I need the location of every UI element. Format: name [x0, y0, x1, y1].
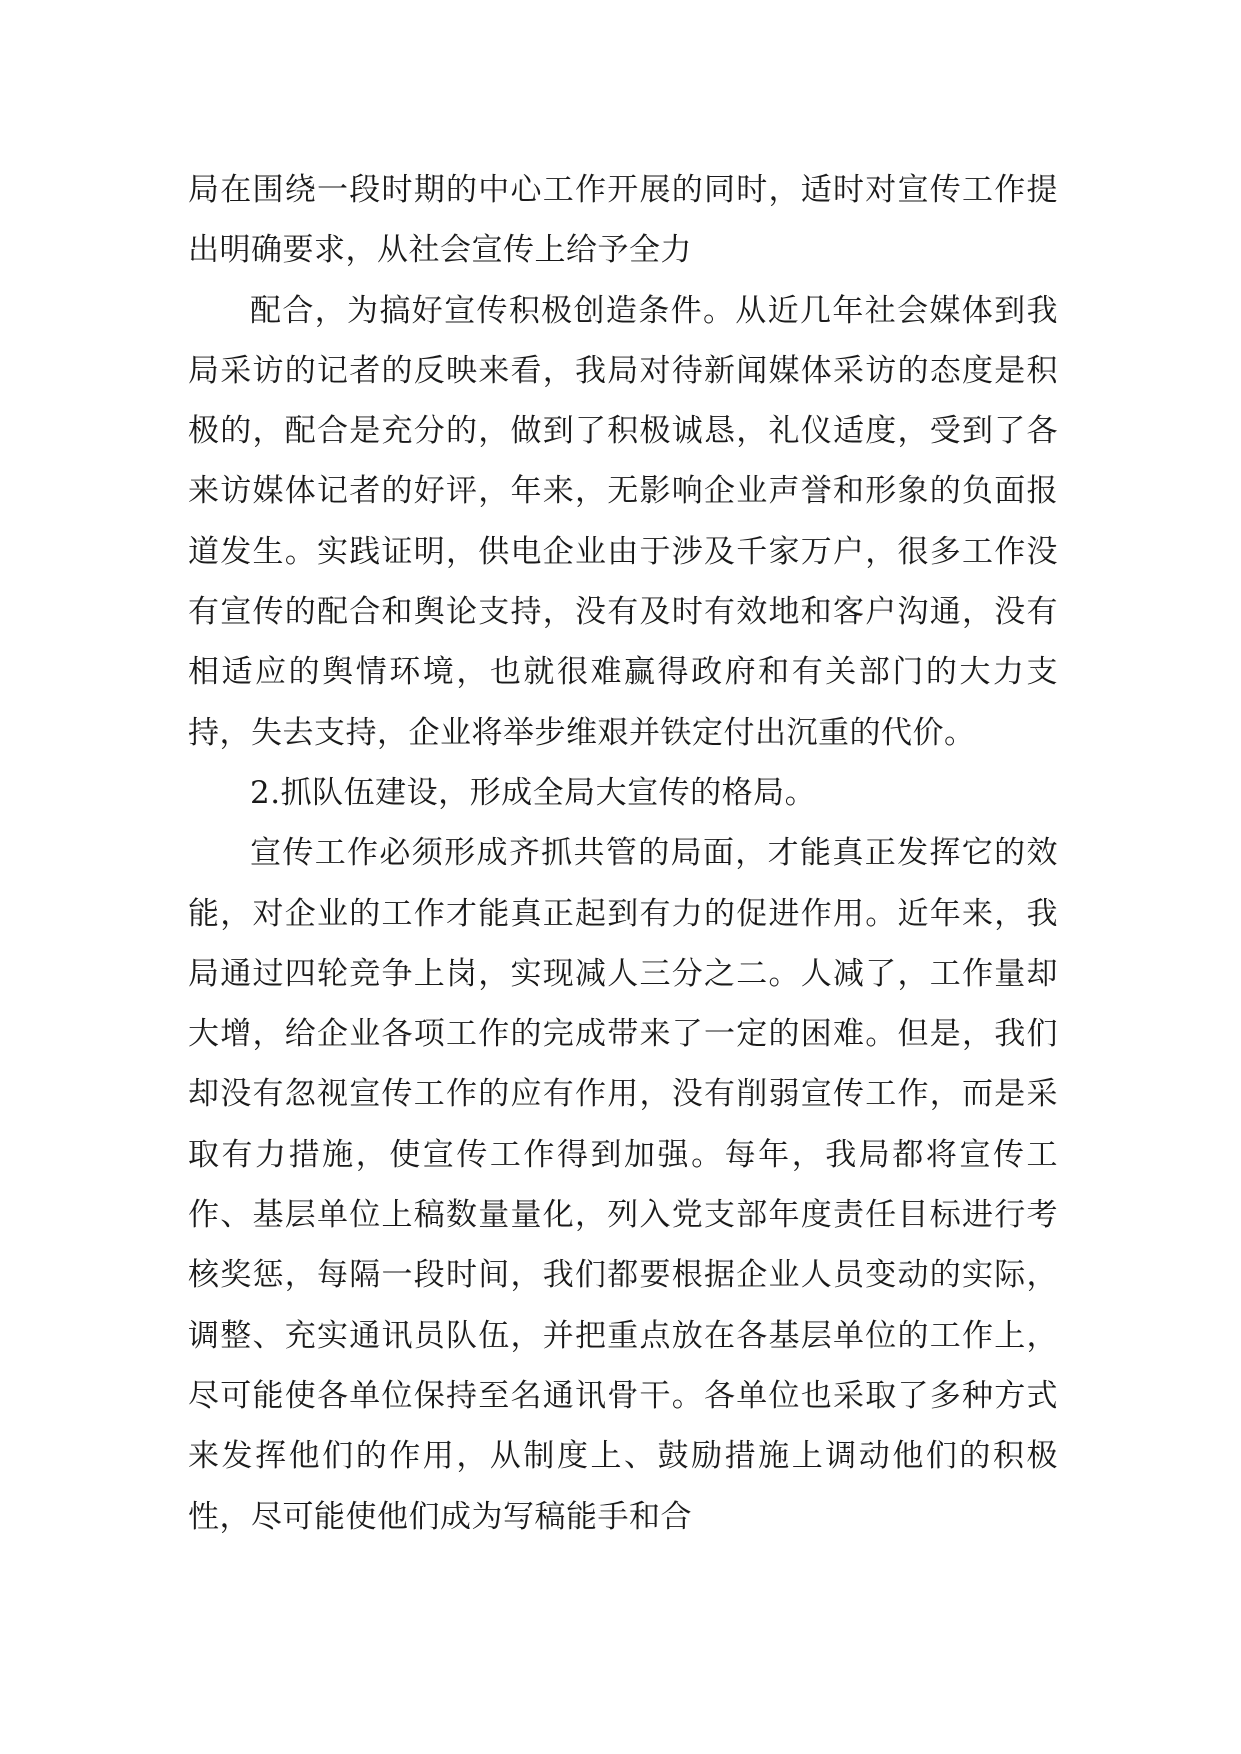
- paragraph: 配合，为搞好宣传积极创造条件。从近几年社会媒体到我局采访的记者的反映来看，我局对待新闻媒体采访的态度是积极的，配合是充分的，做到了积极诚恳，礼仪适度，受到了各来访媒体记者的好评，年来，无影响企业声誉和形象的负面报道发生。实践证明，供电企业由于涉及千家万户，很多工作没有宣传的配合和舆论支持，没有及时有效地和客户沟通，没有相适应的舆情环境，也就很难赢得政府和有关部门的大力支持，失去支持，企业将举步维艰并铁定付出沉重的代价。: [188, 292, 1058, 751]
- paragraph: 宣传工作必须形成齐抓共管的局面，才能真正发挥它的效能，对企业的工作才能真正起到有力的促进作用。近年来，我局通过四轮竞争上岗，实现减人三分之二。人减了，工作量却大增，给企业各项工作的完成带来了一定的困难。但是，我们却没有忽视宣传工作的应有作用，没有削弱宣传工作，而是采取有力措施，使宣传工作得到加强。每年，我局都将宣传工作、基层单位上稿数量量化，列入党支部年度责任目标进行考核奖惩，每隔一段时间，我们都要根据企业人员变动的实际，调整、充实通讯员队伍，并把重点放在各基层单位的工作上，尽可能使各单位保持至名通讯骨干。各单位也采取了多种方式来发挥他们的作用，从制度上、鼓励措施上调动他们的积极性，尽可能使他们成为写稿能手和合: [188, 835, 1058, 1535]
- body-text: [188, 160, 1058, 1547]
- paragraph: 局在围绕一段时期的中心工作开展的同时，适时对宣传工作提出明确要求，从社会宣传上给予全力: [188, 172, 1058, 269]
- paragraph-heading: 2.抓队伍建设，形成全局大宣传的格局。: [250, 774, 817, 811]
